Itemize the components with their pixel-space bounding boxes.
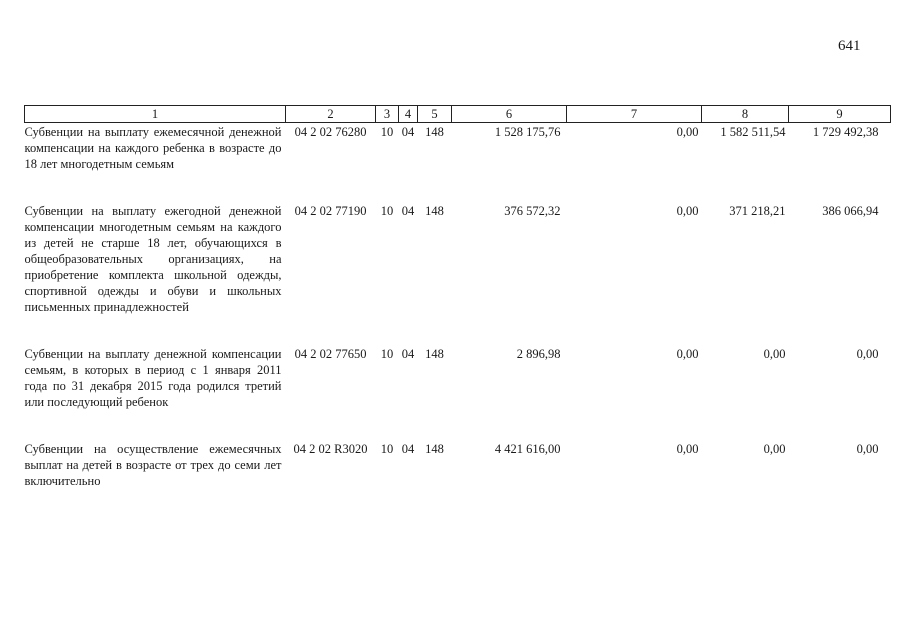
header-col-2: 2 [286,106,376,123]
row-subsection: 04 [401,125,415,139]
row-value-8: 371 218,21 [729,204,786,218]
header-col-5: 5 [418,106,452,123]
row-value-9: 0,00 [856,347,879,361]
row-spacer [25,172,891,203]
row-subsection: 04 [401,347,415,361]
row-subsection: 04 [401,204,415,218]
row-value-8: 1 582 511,54 [720,125,786,139]
row-code: 04 2 02 76280 [294,125,367,139]
row-code: 04 2 02 77190 [294,204,367,218]
budget-table [24,105,891,489]
row-value-7: 0,00 [676,125,699,139]
row-value-7: 0,00 [676,204,699,218]
row-name: Субвенции на выплату ежегодной денежной компенсации многодетным семьям на каждого из детей не старше 18 лет, обучающихся в общеобразовательных организациях, на приобретение комплекта школьной одежды, спортивной одежды и обуви и школьных письменных принадлежностей [24,204,282,314]
row-value-9: 0,00 [856,442,879,456]
table-row [25,123,891,173]
row-section: 10 [380,125,394,139]
row-kvr: 148 [425,442,444,456]
table-row [25,441,891,489]
row-name: Субвенции на осуществление ежемесячных выплат на детей в возрасте от трех до семи лет включительно [24,442,282,488]
header-col-9: 9 [789,106,891,123]
header-col-6: 6 [452,106,567,123]
row-section: 10 [380,442,394,456]
row-code: 04 2 02 77650 [294,347,367,361]
row-kvr: 148 [425,204,444,218]
row-spacer [25,315,891,346]
row-value-6: 2 896,98 [516,347,561,361]
row-section: 10 [380,204,394,218]
row-value-9: 386 066,94 [822,204,879,218]
header-col-8: 8 [702,106,789,123]
row-name: Субвенции на выплату денежной компенсации семьям, в которых в период с 1 января 2011 года по 31 декабря 2015 года родился третий или последующий ребенок [24,347,282,409]
row-spacer [25,410,891,441]
row-code: 04 2 02 R3020 [293,442,368,456]
table-row [25,346,891,410]
row-name: Субвенции на выплату ежемесячной денежной компенсации на каждого ребенка в возрасте до 18 лет многодетным семьям [24,125,282,171]
header-col-4: 4 [399,106,418,123]
header-row [25,106,891,123]
row-kvr: 148 [425,125,444,139]
row-value-6: 1 528 175,76 [494,125,561,139]
page-number: 641 [838,38,861,54]
header-col-7: 7 [567,106,702,123]
row-value-7: 0,00 [676,347,699,361]
row-value-8: 0,00 [763,442,786,456]
row-value-9: 1 729 492,38 [812,125,879,139]
row-subsection: 04 [401,442,415,456]
header-col-1: 1 [25,106,286,123]
table-row [25,203,891,315]
row-value-7: 0,00 [676,442,699,456]
row-section: 10 [380,347,394,361]
row-value-6: 376 572,32 [504,204,561,218]
row-kvr: 148 [425,347,444,361]
header-col-3: 3 [376,106,399,123]
row-value-6: 4 421 616,00 [494,442,561,456]
row-value-8: 0,00 [763,347,786,361]
